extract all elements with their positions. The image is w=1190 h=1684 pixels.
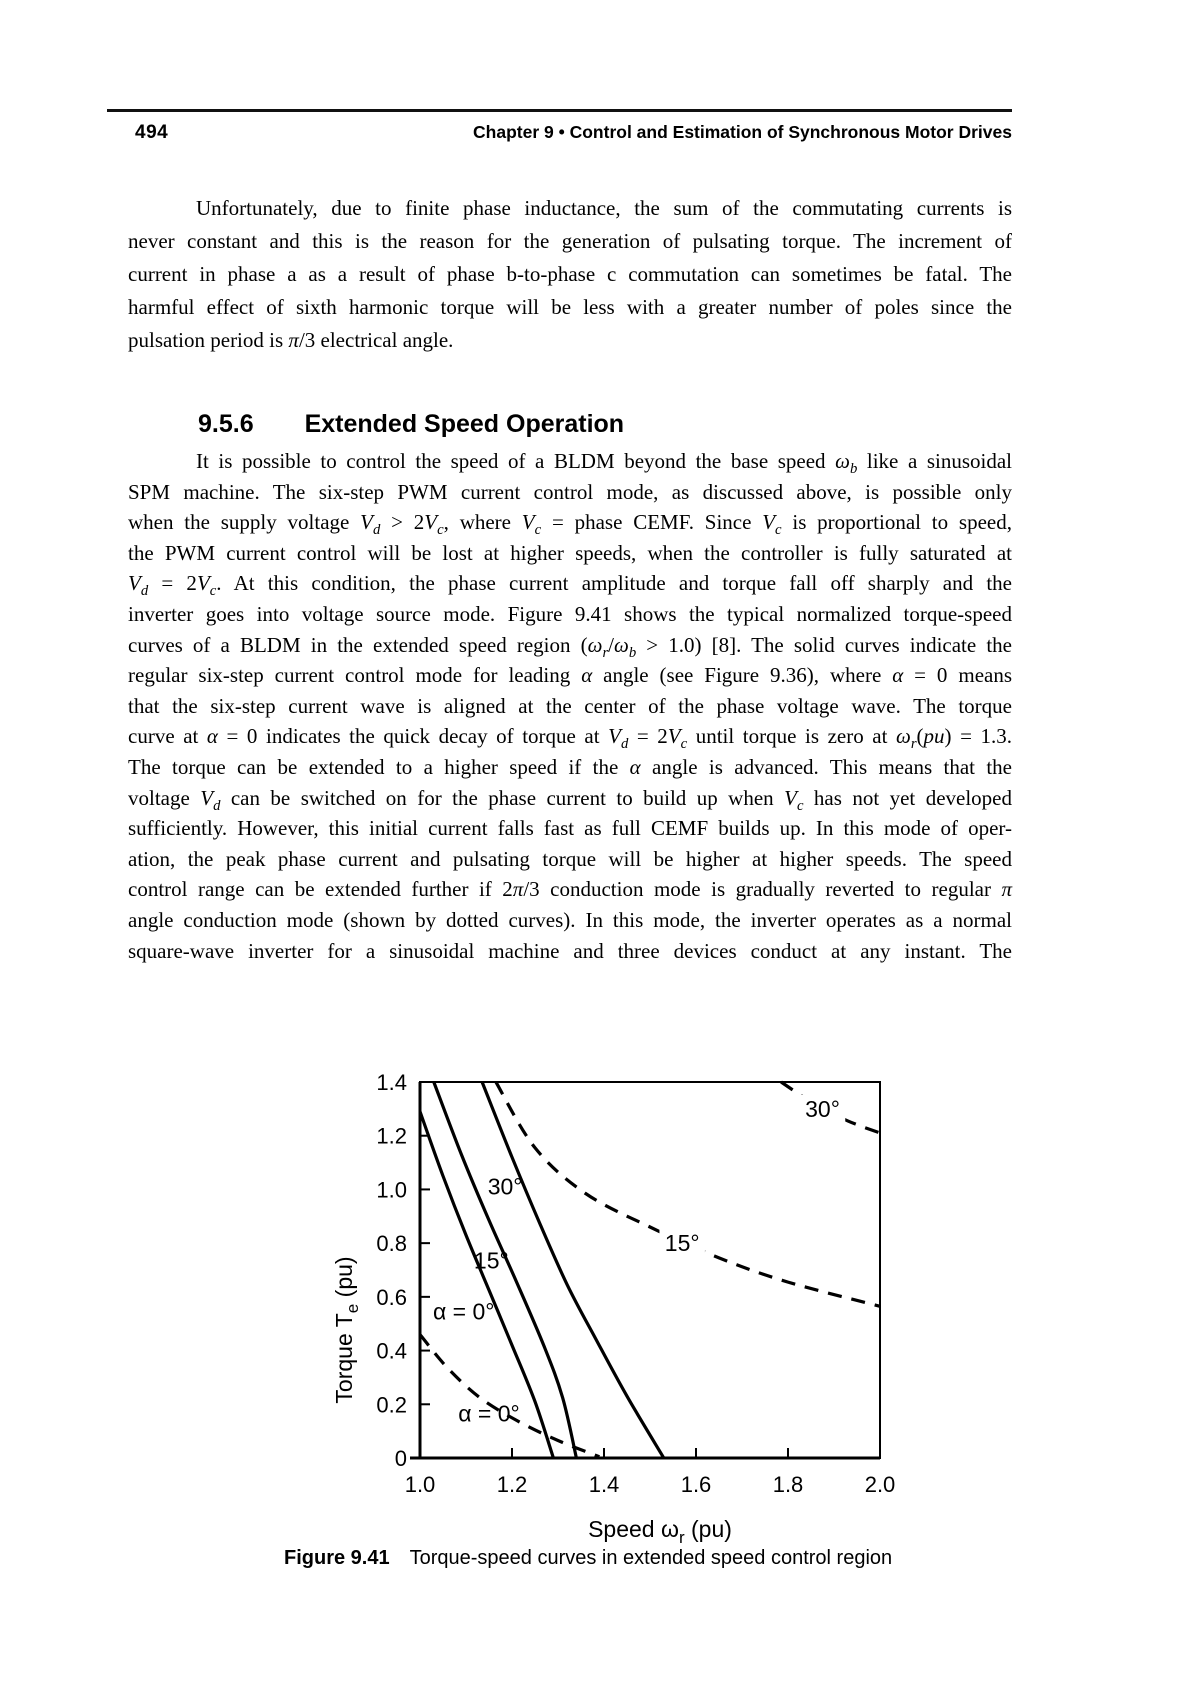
text-line: It is possible to control the speed of a BLDM beyond the base speed $\omega_b$ like a sinusoidal	[196, 449, 1013, 478]
paragraph-extended-speed	[128, 446, 1012, 966]
curve-label: 15°	[664, 1230, 700, 1257]
running-chapter-title: Chapter 9 • Control and Estimation of Synchronous Motor Drives	[473, 122, 1012, 142]
text-line: The torque can be extended to a higher speed if the α angle is advanced. This means that the	[128, 754, 1012, 779]
text-line: angle conduction mode (shown by dotted curves). In this mode, the inverter operates as a normal	[128, 907, 1012, 932]
text-line: SPM machine. The six-step PWM current control mode, as discussed above, is possible only	[128, 479, 1012, 504]
text-line: the PWM current control will be lost at higher speeds, when the controller is fully saturated at	[128, 540, 1012, 565]
text-line: regular six-step current control mode for leading α angle (see Figure 9.36), where α = 0 means	[128, 663, 1013, 688]
text-line: curve at α = 0 indicates the quick decay of torque at $V_d = 2V_c$ until torque is zero at $\omega_r(pu) = 1.3$.	[128, 724, 1012, 753]
y-tick-label: 0.6	[376, 1284, 407, 1310]
torque-speed-chart	[280, 1040, 920, 1580]
curve-label: 15°	[473, 1247, 509, 1274]
section-number: 9.5.6	[198, 410, 254, 438]
text-line: pulsation period is π/3 electrical angle.	[128, 328, 454, 352]
y-tick-label: 0.8	[376, 1231, 407, 1257]
curve-label: α = 0°	[458, 1400, 520, 1427]
x-tick-label: 1.2	[496, 1472, 528, 1497]
text-line: $V_d = 2V_c$. At this condition, the phase current amplitude and torque fall off sharply and the	[128, 571, 1012, 600]
text-line: harmful effect of sixth harmonic torque will be less with a greater number of poles since the	[128, 295, 1012, 319]
y-tick-label: 1.0	[376, 1177, 407, 1203]
text-line: control range can be extended further if 2π/3 conduction mode is gradually reverted to regular π	[128, 877, 1012, 902]
x-axis-title: Speed $\omega_r$ (pu)	[588, 1516, 732, 1547]
figure-9-41-chart	[280, 1040, 920, 1580]
x-tick-label: 1.4	[588, 1472, 620, 1497]
y-tick-label: 0.4	[376, 1338, 407, 1364]
text-line: sufficiently. However, this initial current falls fast as full CEMF builds up. In this mode of oper-	[128, 816, 1012, 841]
text-line: current in phase a as a result of phase b-to-phase c commutation can sometimes be fatal. The	[128, 262, 1012, 286]
x-tick-label: 1.6	[680, 1472, 712, 1497]
text-line: square-wave inverter for a sinusoidal machine and three devices conduct at any instant. The	[128, 938, 1012, 963]
y-tick-label: 0.2	[376, 1392, 407, 1418]
text-line: voltage $V_d$ can be switched on for the phase current to build up when $V_c$ has not yet developed	[128, 785, 1012, 814]
y-axis-title: Torque $T_e$ (pu)	[331, 1256, 362, 1404]
section-heading	[198, 410, 624, 439]
text-line: never constant and this is the reason for the generation of pulsating torque. The increment of	[128, 229, 1012, 253]
header-rule	[107, 109, 1012, 112]
figure-caption	[284, 1547, 892, 1570]
figure-caption-text: Torque-speed curves in extended speed control region	[409, 1547, 893, 1569]
section-title: Extended Speed Operation	[304, 410, 625, 438]
text-line: ation, the peak phase current and pulsating torque will be higher at higher speeds. The speed	[128, 846, 1012, 871]
text-line: inverter goes into voltage source mode. Figure 9.41 shows the typical normalized torque-speed	[128, 601, 1012, 626]
figure-caption-label: Figure 9.41	[284, 1547, 390, 1569]
text-line: curves of a BLDM in the extended speed region $(\omega_r/\omega_b > 1.0)$ [8]. The solid curves indicate the	[128, 632, 1012, 661]
paragraph-commutation	[128, 192, 1012, 357]
y-tick-label: 1.2	[376, 1123, 407, 1149]
text-line: Unfortunately, due to finite phase inductance, the sum of the commutating currents is	[196, 196, 1012, 220]
y-tick-label: 0	[394, 1446, 407, 1471]
curve-label: 30°	[487, 1173, 523, 1200]
text-line: that the six-step current wave is aligned at the center of the phase voltage wave. The torque	[128, 693, 1012, 718]
curve-label: 30°	[805, 1095, 840, 1122]
text-line: when the supply voltage $V_d > 2V_c$, where $V_c$ = phase CEMF. Since $V_c$ is proportional to speed,	[128, 510, 1012, 539]
curve-label: α = 0°	[432, 1298, 495, 1325]
y-tick-label: 1.4	[376, 1070, 407, 1095]
x-tick-label: 1.8	[772, 1472, 804, 1497]
x-tick-label: 1.0	[404, 1472, 436, 1497]
x-tick-label: 2.0	[864, 1472, 896, 1497]
page-number: 494	[135, 122, 169, 143]
